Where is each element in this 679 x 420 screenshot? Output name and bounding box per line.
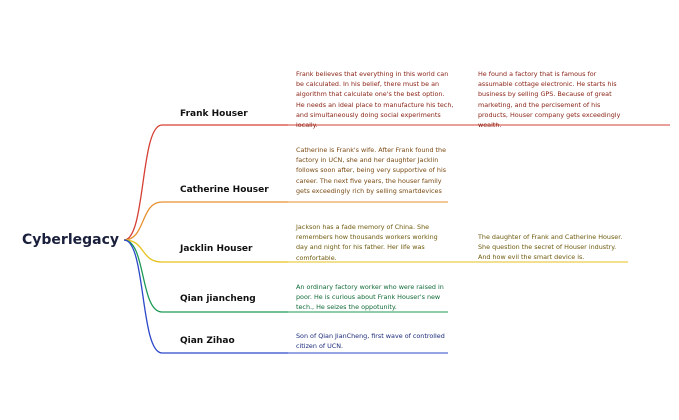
central-topic: Cyberlegacy <box>22 232 120 248</box>
connector-frank-houser <box>124 125 288 240</box>
branch-label-qian-jiancheng: Qian jiancheng <box>180 294 256 304</box>
note-qian-jiancheng-1: An ordinary factory worker who were raised in poor. He is curious about Frank Houser's new tech., He seizes the oppotunity. <box>296 283 444 312</box>
note-frank-houser-1: Frank believes that everything in this world can be calculated. In his belief, there must be an algorithm that calculate one's the best option. He needs an ideal place to manufacture his tech, and simultaneously doing social experiments locally. <box>296 70 454 130</box>
branch-label-qian-zihao: Qian Zihao <box>180 336 235 346</box>
branch-label-frank-houser: Frank Houser <box>180 109 248 119</box>
note-qian-zihao-1: Son of Qian JianCheng, first wave of controlled citizen of UCN. <box>296 332 445 351</box>
note-jacklin-houser-1: Jackson has a fade memory of China. She remembers how thousands workers working day and night for his father. Her life was comfortable. <box>296 223 438 262</box>
note-catherine-houser-1: Catherine is Frank's wife. After Frank found the factory in UCN, she and her daughter Jacklin follows soon after, being very supportive of his career. The next five years, the houser family gets exceedingly rich by selling smartdevices <box>296 146 447 195</box>
branch-label-jacklin-houser: Jacklin Houser <box>180 244 253 254</box>
branch-label-catherine-houser: Catherine Houser <box>180 185 269 195</box>
note-jacklin-houser-2: The daughter of Frank and Catherine Houser. She question the secret of Houser industry. And how evil the smart device is. <box>478 233 623 262</box>
note-frank-houser-2: He found a factory that is famous for assumable cottage electronic. He starts his business by selling GPS. Because of great marketing, and the percisement of his products, Houser company gets exceedingly wealth. <box>478 70 621 130</box>
connector-catherine-houser <box>124 202 288 240</box>
